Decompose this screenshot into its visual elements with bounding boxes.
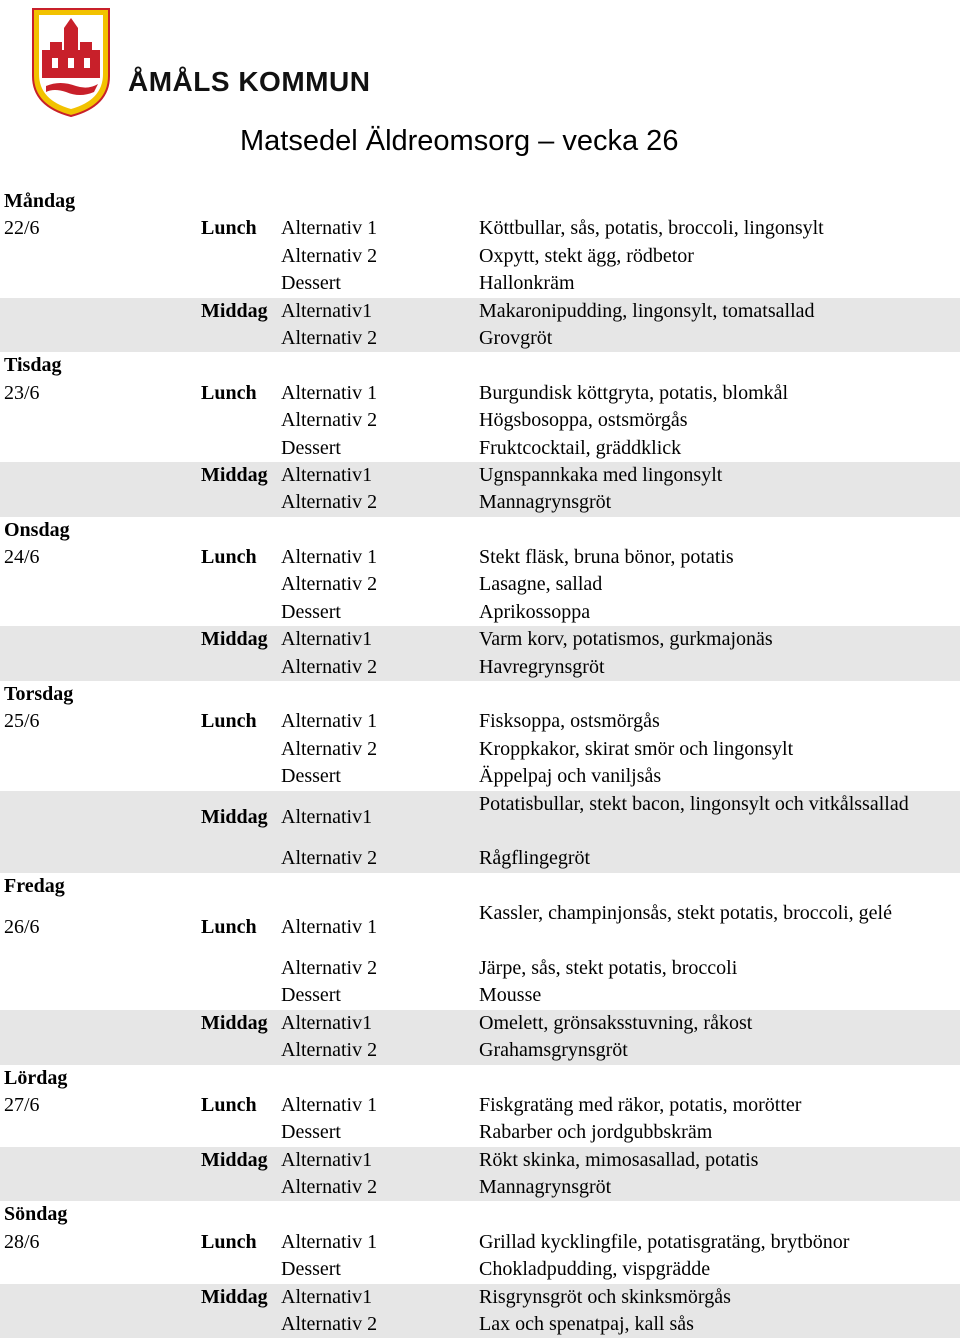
alternative-label: Dessert — [281, 1258, 341, 1281]
day-name: Söndag — [4, 1203, 68, 1226]
dish-text: Fisksoppa, ostsmörgås — [479, 710, 660, 733]
alternative-label: Alternativ 1 — [281, 1230, 378, 1253]
menu-row — [0, 298, 960, 325]
dish-text: Mannagrynsgröt — [479, 491, 612, 514]
alternative-label: Alternativ1 — [281, 1285, 373, 1308]
dish-text: Äppelpaj och vaniljsås — [479, 765, 662, 788]
meal-label: Middag — [201, 806, 268, 829]
dish-text: Rabarber och jordgubbskräm — [479, 1121, 713, 1144]
menu-row — [0, 544, 960, 571]
day-name: Lördag — [4, 1066, 68, 1089]
alternative-label: Alternativ 2 — [281, 956, 378, 979]
alternative-label: Dessert — [281, 984, 341, 1007]
menu-row — [0, 654, 960, 681]
menu-row — [0, 325, 960, 352]
menu-row — [0, 243, 960, 270]
alternative-label: Dessert — [281, 272, 341, 295]
dish-text: Rökt skinka, mimosasallad, potatis — [479, 1148, 759, 1171]
dish-text: Fiskgratäng med räkor, potatis, morötter — [479, 1093, 802, 1116]
menu-row — [0, 736, 960, 763]
menu-row — [0, 708, 960, 735]
dish-text: Grovgröt — [479, 326, 553, 349]
alternative-label: Alternativ 2 — [281, 655, 378, 678]
dish-text: Järpe, sås, stekt potatis, broccoli — [479, 956, 738, 979]
menu-row — [0, 599, 960, 626]
menu-table — [0, 188, 960, 1338]
day-date: 26/6 — [4, 915, 40, 938]
meal-label: Lunch — [201, 217, 257, 240]
meal-label: Middag — [201, 299, 268, 322]
menu-row — [0, 1284, 960, 1311]
menu-row — [0, 1174, 960, 1201]
alternative-label: Alternativ 1 — [281, 546, 378, 569]
day-name: Måndag — [4, 190, 76, 212]
meal-label: Lunch — [201, 1230, 257, 1253]
brand-name: ÅMÅLS KOMMUN — [128, 66, 371, 97]
alternative-label: Alternativ 2 — [281, 491, 378, 514]
dish-text: Varm korv, potatismos, gurkmajonäs — [479, 628, 773, 651]
alternative-label: Alternativ 1 — [281, 915, 378, 938]
coat-of-arms-icon — [30, 6, 112, 118]
alternative-label: Alternativ1 — [281, 1011, 373, 1034]
menu-row — [0, 1092, 960, 1119]
alternative-label: Alternativ1 — [281, 628, 373, 651]
meal-label: Middag — [201, 1148, 268, 1171]
alternative-label: Alternativ1 — [281, 299, 373, 322]
day-name: Onsdag — [4, 518, 70, 541]
dish-text: Kassler, champinjonsås, stekt potatis, broccoli, gelé — [479, 902, 892, 925]
alternative-label: Alternativ 1 — [281, 217, 378, 240]
day-date: 27/6 — [4, 1093, 40, 1116]
day-date: 22/6 — [4, 217, 40, 240]
alternative-label: Alternativ 2 — [281, 573, 378, 596]
day-heading — [0, 1065, 960, 1092]
menu-row — [0, 489, 960, 516]
meal-label: Middag — [201, 463, 268, 486]
menu-row — [0, 626, 960, 653]
dish-text: Kroppkakor, skirat smör och lingonsylt — [479, 737, 794, 760]
menu-row — [0, 845, 960, 872]
menu-row — [0, 1010, 960, 1037]
alternative-label: Alternativ 2 — [281, 847, 378, 870]
dish-text: Havregrynsgröt — [479, 655, 605, 678]
alternative-label: Alternativ 1 — [281, 710, 378, 733]
dish-text: Ugnspannkaka med lingonsylt — [479, 463, 723, 486]
menu-row — [0, 571, 960, 598]
dish-text: Makaronipudding, lingonsylt, tomatsallad — [479, 299, 815, 322]
dish-text: Grillad kycklingfile, potatisgratäng, brytbönor — [479, 1230, 850, 1253]
menu-row — [0, 1229, 960, 1256]
meal-label: Middag — [201, 1285, 268, 1308]
alternative-label: Dessert — [281, 436, 341, 459]
day-name: Torsdag — [4, 683, 74, 706]
menu-row — [0, 763, 960, 790]
alternative-label: Alternativ1 — [281, 463, 373, 486]
alternative-label: Alternativ 2 — [281, 1313, 378, 1336]
meal-label: Middag — [201, 628, 268, 651]
menu-row — [0, 462, 960, 489]
day-date: 25/6 — [4, 710, 40, 733]
dish-text: Mannagrynsgröt — [479, 1176, 612, 1199]
menu-row — [0, 435, 960, 462]
menu-row — [0, 900, 960, 955]
dish-text: Potatisbullar, stekt bacon, lingonsylt och vitkålssallad — [479, 792, 909, 815]
alternative-label: Alternativ 1 — [281, 1093, 378, 1116]
menu-row — [0, 380, 960, 407]
page-title: Matsedel Äldreomsorg – vecka 26 — [240, 125, 679, 157]
day-heading — [0, 681, 960, 708]
dish-text: Köttbullar, sås, potatis, broccoli, lingonsylt — [479, 217, 824, 240]
menu-row — [0, 1256, 960, 1283]
day-date: 24/6 — [4, 546, 40, 569]
alternative-label: Alternativ 2 — [281, 409, 378, 432]
alternative-label: Alternativ 2 — [281, 326, 378, 349]
menu-row — [0, 955, 960, 982]
dish-text: Oxpytt, stekt ägg, rödbetor — [479, 244, 694, 267]
meal-label: Lunch — [201, 1093, 257, 1116]
dish-text: Lasagne, sallad — [479, 573, 603, 596]
alternative-label: Alternativ 1 — [281, 381, 378, 404]
day-heading — [0, 1201, 960, 1228]
day-heading — [0, 517, 960, 544]
day-name: Tisdag — [4, 354, 62, 377]
menu-row — [0, 791, 960, 846]
dish-text: Mousse — [479, 984, 542, 1007]
meal-label: Lunch — [201, 915, 257, 938]
meal-label: Lunch — [201, 546, 257, 569]
dish-text: Chokladpudding, vispgrädde — [479, 1258, 711, 1281]
dish-text: Aprikossoppa — [479, 600, 591, 623]
alternative-label: Alternativ1 — [281, 806, 373, 829]
menu-row — [0, 1311, 960, 1338]
dish-text: Burgundisk köttgryta, potatis, blomkål — [479, 381, 789, 404]
alternative-label: Alternativ1 — [281, 1148, 373, 1171]
day-name: Fredag — [4, 874, 65, 897]
menu-row — [0, 407, 960, 434]
dish-text: Lax och spenatpaj, kall sås — [479, 1313, 694, 1336]
alternative-label: Alternativ 2 — [281, 1176, 378, 1199]
alternative-label: Dessert — [281, 1121, 341, 1144]
day-date: 28/6 — [4, 1230, 40, 1253]
alternative-label: Dessert — [281, 600, 341, 623]
day-heading — [0, 352, 960, 379]
dish-text: Stekt fläsk, bruna bönor, potatis — [479, 546, 734, 569]
menu-row — [0, 1147, 960, 1174]
menu-row — [0, 982, 960, 1009]
alternative-label: Alternativ 2 — [281, 737, 378, 760]
dish-text: Risgrynsgröt och skinksmörgås — [479, 1285, 731, 1308]
menu-row — [0, 1037, 960, 1064]
day-date: 23/6 — [4, 381, 40, 404]
day-heading — [0, 873, 960, 900]
dish-text: Grahamsgrynsgröt — [479, 1039, 628, 1062]
dish-text: Hallonkräm — [479, 272, 575, 295]
meal-label: Lunch — [201, 381, 257, 404]
alternative-label: Alternativ 2 — [281, 1039, 378, 1062]
meal-label: Lunch — [201, 710, 257, 733]
menu-row — [0, 215, 960, 242]
dish-text: Omelett, grönsaksstuvning, råkost — [479, 1011, 753, 1034]
menu-row — [0, 1119, 960, 1146]
dish-text: Rågflingegröt — [479, 847, 591, 870]
alternative-label: Dessert — [281, 765, 341, 788]
alternative-label: Alternativ 2 — [281, 244, 378, 267]
meal-label: Middag — [201, 1011, 268, 1034]
day-heading — [0, 188, 960, 215]
dish-text: Fruktcocktail, gräddklick — [479, 436, 682, 459]
dish-text: Högsbosoppa, ostsmörgås — [479, 409, 688, 432]
menu-row — [0, 270, 960, 297]
